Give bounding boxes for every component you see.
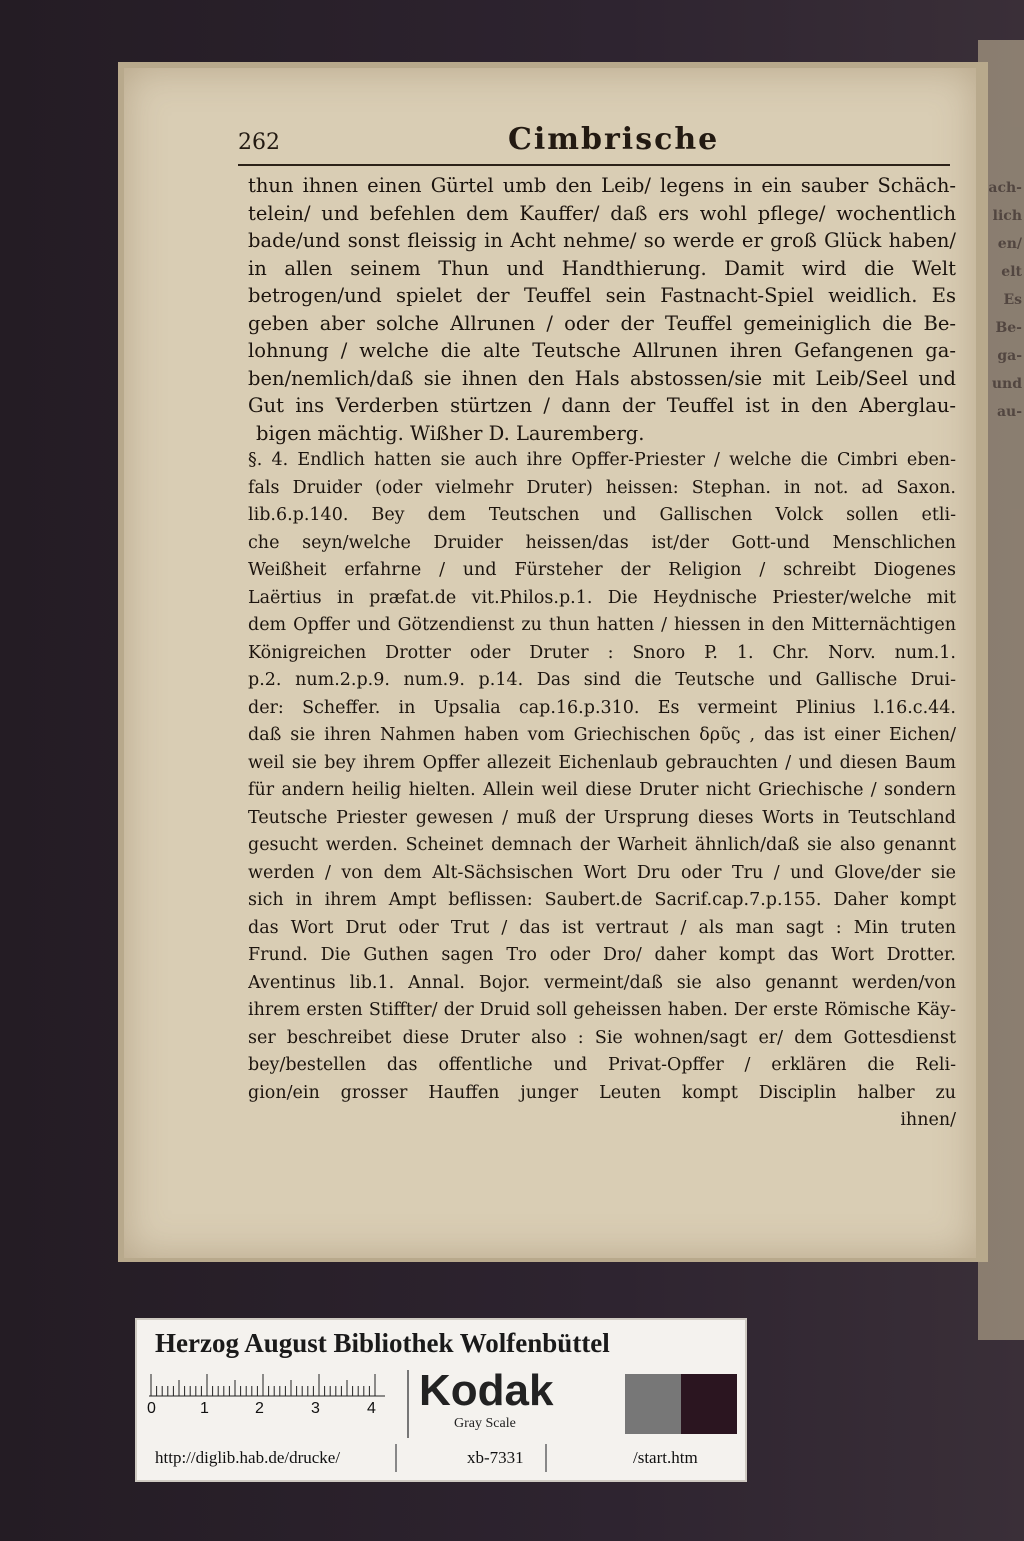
text-line: ihrem ersten Stiffter/ der Druid soll geheissen haben. Der erste Römische Käy- (248, 1000, 956, 1020)
text-line: gesucht werden. Scheinet demnach der Warheit ähnlich/daß sie also genannt (248, 835, 956, 855)
text-line: ihnen/ (900, 1110, 956, 1130)
library-title: Herzog August Bibliothek Wolfenbüttel (155, 1328, 610, 1358)
text-line: weil sie bey ihrem Opffer allezeit Eichenlaub gebrauchten / und diesen Baum (248, 752, 956, 773)
ruler-label-1: 1 (200, 1400, 209, 1417)
text-line: bigen mächtig. Wißher D. Lauremberg. (256, 421, 645, 445)
text-line: Gut ins Verderben stürtzen / dann der Teuffel ist in den Aberglau- (248, 394, 956, 417)
url-prefix: http://diglib.hab.de/drucke/ (155, 1444, 397, 1472)
edge-fragment: und (991, 376, 1022, 392)
text-line: betrogen/und spielet der Teuffel sein Fastnacht-Spiel weidlich. Es (248, 284, 956, 307)
text-line: ben/nemlich/daß sie ihnen den Hals abstossen/sie mit Leib/Seel und (248, 366, 956, 390)
text-line: thun ihnen einen Gürtel umb den Leib/ legens in ein sauber Schäch- (248, 174, 956, 197)
text-line: che seyn/welche Druider heissen/das ist/der Gott-und Menschlichen (248, 532, 956, 553)
text-line: bey/bestellen das offentliche und Privat-Opffer / erklären die Reli- (248, 1055, 956, 1075)
url-suffix: /start.htm (633, 1448, 698, 1467)
text-line: Frund. Die Guthen sagen Tro oder Dro/ daher kompt das Wort Drotter. (248, 945, 956, 965)
edge-fragment: Be- (995, 320, 1022, 336)
text-line: der: Scheffer. in Upsalia cap.16.p.310. Es vermeint Plinius l.16.c.44. (248, 697, 956, 718)
text-line: geben aber solche Allrunen / oder der Teuffel gemeiniglich die Be- (248, 311, 956, 335)
text-line: telein/ und befehlen dem Kauffer/ daß ers wohl pflege/ wochentlich (248, 201, 956, 225)
edge-fragment: elt (1001, 264, 1022, 280)
text-line: Königreichen Drotter oder Druter : Snoro P. 1. Chr. Norv. num.1. (248, 642, 956, 663)
text-line: daß sie ihren Nahmen haben vom Griechischen δρῦς , das ist einer Eichen/ (248, 725, 956, 745)
running-title: Cimbrische (508, 122, 720, 157)
gray-scale-label: Gray Scale (454, 1416, 516, 1431)
text-line: Teutsche Priester gewesen / muß der Ursprung dieses Worts in Teutschland (248, 807, 956, 828)
text-line: Aventinus lib.1. Annal. Bojor. vermeint/daß sie also genannt werden/von (248, 972, 956, 993)
text-line: ser beschreibet diese Druter also : Sie wohnen/sagt er/ dem Gottesdienst (248, 1027, 956, 1048)
text-line: lib.6.p.140. Bey dem Teutschen und Gallischen Volck sollen etli- (248, 505, 956, 525)
edge-fragment: lich (992, 208, 1022, 224)
page-header (238, 122, 950, 166)
text-line: §. 4. Endlich hatten sie auch ihre Opffer-Priester / welche die Cimbri eben- (248, 450, 956, 470)
text-line: bade/und sonst fleissig in Acht nehme/ so werde er groß Glück haben/ (248, 229, 956, 252)
color-target-card (135, 1318, 747, 1482)
text-line: Laërtius in præfat.de vit.Philos.p.1. Die Heydnische Priester/welche mit (248, 587, 956, 608)
edge-fragment: ach- (988, 180, 1022, 196)
kodak-box (407, 1366, 554, 1438)
text-line: sich in ihrem Ampt beflissen: Saubert.de Sacrif.cap.7.p.155. Daher kompt (248, 890, 956, 910)
text-line: das Wort Drut oder Trut / das ist vertraut / als man sagt : Min truten (248, 917, 956, 938)
ruler-scale (147, 1372, 387, 1416)
text-line: p.2. num.2.p.9. num.9. p.14. Das sind die Teutsche und Gallische Drui- (248, 670, 956, 690)
text-line: gion/ein grosser Hauffen junger Leuten kompt Disciplin halber zu (248, 1082, 956, 1103)
edge-fragment: Es (1003, 292, 1022, 308)
edge-fragment: au- (996, 404, 1022, 420)
ruler-label-0: 0 (147, 1400, 156, 1417)
text-line: werden / von dem Alt-Sächsischen Wort Dru oder Tru / und Glove/der sie (248, 862, 956, 883)
edge-fragment: en/ (997, 236, 1022, 252)
text-line: lohnung / welche die alte Teutsche Allrunen ihren Gefangenen ga- (248, 339, 956, 362)
page-number: 262 (238, 130, 280, 155)
gray-swatch (625, 1374, 681, 1434)
ruler-label-3: 3 (311, 1400, 320, 1417)
edge-fragment: ga- (997, 348, 1022, 364)
dark-swatch (681, 1374, 737, 1434)
text-line: fals Druider (oder vielmehr Druter) heissen: Stephan. in not. ad Saxon. (248, 477, 956, 498)
text-line: in allen seinem Thun und Handthierung. Damit wird die Welt (248, 256, 956, 280)
body-text (248, 172, 956, 1135)
text-line: Weißheit erfahrne / und Fürsteher der Religion / schreibt Diogenes (248, 560, 956, 580)
kodak-logo: Kodak (419, 1366, 554, 1415)
ruler-label-2: 2 (255, 1400, 264, 1417)
shelfmark: xb-7331 (467, 1444, 547, 1472)
ruler-label-4: 4 (367, 1400, 376, 1417)
text-line: dem Opffer und Götzendienst zu thun hatten / hiessen in den Mitternächtigen (248, 615, 956, 635)
text-line: für andern heilig hielten. Allein weil diese Druter nicht Griechische / sondern (248, 780, 956, 800)
